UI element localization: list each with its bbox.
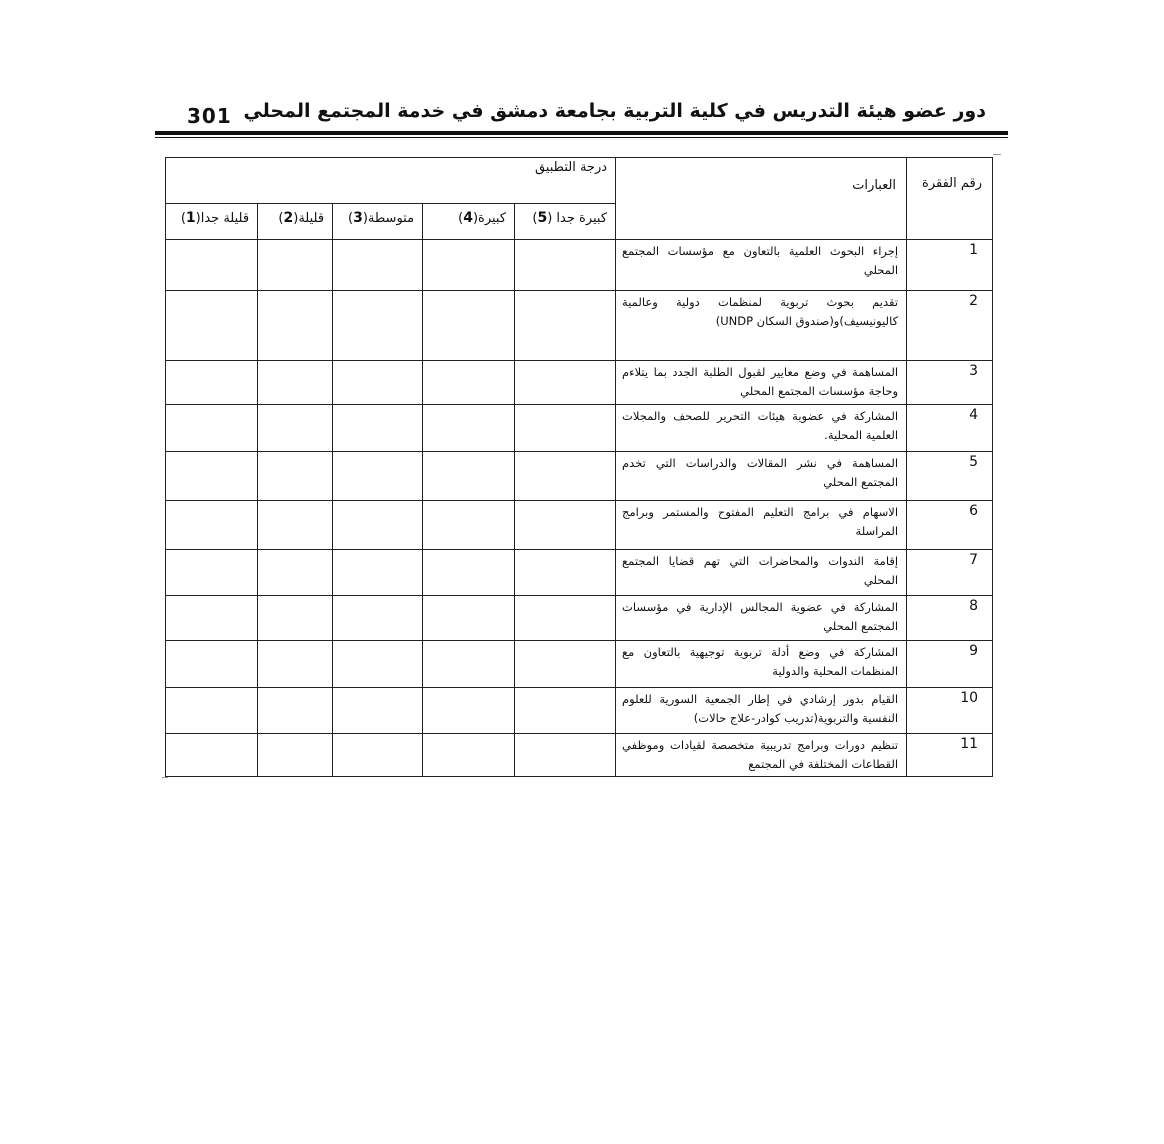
rating-cell[interactable] bbox=[258, 240, 333, 291]
rating-cell[interactable] bbox=[515, 641, 616, 688]
rating-cell[interactable] bbox=[333, 641, 423, 688]
row-statement: المشاركة في وضع أدلة تربوية توجيهية بالتعاون مع المنظمات المحلية والدولية bbox=[616, 641, 907, 688]
row-statement: القيام بدور إرشادي في إطار الجمعية السورية للعلوم النفسية والتربوية(تدريب كوادر-علاج حالات) bbox=[616, 688, 907, 734]
level-digit: 1 bbox=[185, 210, 196, 226]
row-number: 3 bbox=[907, 361, 993, 405]
level-header-5 bbox=[515, 204, 616, 240]
column-header-statement: العبارات bbox=[616, 158, 907, 240]
rating-cell[interactable] bbox=[515, 361, 616, 405]
rating-cell[interactable] bbox=[423, 688, 515, 734]
rating-cell[interactable] bbox=[333, 361, 423, 405]
rating-cell[interactable] bbox=[515, 452, 616, 501]
rating-cell[interactable] bbox=[258, 405, 333, 452]
table-row bbox=[166, 688, 993, 734]
rating-cell[interactable] bbox=[258, 596, 333, 641]
crop-mark bbox=[993, 154, 1001, 155]
table-row bbox=[166, 405, 993, 452]
rating-cell[interactable] bbox=[333, 405, 423, 452]
level-suffix: ) bbox=[458, 211, 464, 226]
level-suffix: ) bbox=[278, 211, 284, 226]
rating-cell[interactable] bbox=[166, 452, 258, 501]
table-row bbox=[166, 240, 993, 291]
rating-cell[interactable] bbox=[166, 291, 258, 361]
row-number: 9 bbox=[907, 641, 993, 688]
rating-cell[interactable] bbox=[515, 688, 616, 734]
table-body bbox=[166, 240, 993, 777]
rating-cell[interactable] bbox=[166, 596, 258, 641]
rating-cell[interactable] bbox=[333, 291, 423, 361]
rating-cell[interactable] bbox=[166, 240, 258, 291]
level-digit: 3 bbox=[353, 210, 363, 226]
rating-cell[interactable] bbox=[166, 501, 258, 550]
row-statement: المساهمة في وضع معايير لقبول الطلبة الجدد بما يتلاءم وحاجة مؤسسات المجتمع المحلي bbox=[616, 361, 907, 405]
rating-cell[interactable] bbox=[166, 688, 258, 734]
row-number: 5 bbox=[907, 452, 993, 501]
table-row bbox=[166, 361, 993, 405]
rating-cell[interactable] bbox=[258, 361, 333, 405]
rating-cell[interactable] bbox=[423, 405, 515, 452]
rating-cell[interactable] bbox=[258, 550, 333, 596]
rating-cell[interactable] bbox=[258, 291, 333, 361]
table-row bbox=[166, 501, 993, 550]
level-header-1 bbox=[166, 204, 258, 240]
row-number: 10 bbox=[907, 688, 993, 734]
column-header-number: رقم الفقرة bbox=[907, 158, 993, 240]
row-number: 11 bbox=[907, 734, 993, 777]
rating-cell[interactable] bbox=[166, 405, 258, 452]
level-suffix: ) bbox=[348, 211, 354, 226]
row-statement: تنظيم دورات وبرامج تدريبية متخصصة لقيادات وموظفي القطاعات المختلفة في المجتمع bbox=[616, 734, 907, 777]
running-title: دور عضو هيئة التدريس في كلية التربية بجامعة دمشق في خدمة المجتمع المحلي bbox=[243, 100, 986, 122]
row-number: 7 bbox=[907, 550, 993, 596]
rating-cell[interactable] bbox=[333, 734, 423, 777]
level-digit: 2 bbox=[283, 210, 294, 226]
row-statement: الاسهام في برامج التعليم المفتوح والمستمر وبرامج المراسلة bbox=[616, 501, 907, 550]
table-row bbox=[166, 291, 993, 361]
rating-cell[interactable] bbox=[166, 641, 258, 688]
rating-cell[interactable] bbox=[423, 291, 515, 361]
page-number: 301 bbox=[187, 104, 232, 128]
row-statement: إقامة الندوات والمحاضرات التي تهم قضايا المجتمع المحلي bbox=[616, 550, 907, 596]
rating-cell[interactable] bbox=[258, 734, 333, 777]
rating-cell[interactable] bbox=[333, 240, 423, 291]
row-number: 4 bbox=[907, 405, 993, 452]
level-label: قليلة( bbox=[293, 211, 325, 226]
row-number: 2 bbox=[907, 291, 993, 361]
rating-cell[interactable] bbox=[258, 641, 333, 688]
rating-cell[interactable] bbox=[333, 688, 423, 734]
rating-cell[interactable] bbox=[333, 550, 423, 596]
level-label: قليلة جدا( bbox=[195, 211, 250, 226]
level-digit: 4 bbox=[463, 210, 473, 226]
rating-cell[interactable] bbox=[423, 641, 515, 688]
rating-cell[interactable] bbox=[515, 596, 616, 641]
level-suffix: ) bbox=[532, 211, 538, 226]
rating-cell[interactable] bbox=[423, 452, 515, 501]
crop-mark bbox=[162, 777, 168, 778]
table-row bbox=[166, 641, 993, 688]
header-rule-thin bbox=[155, 137, 1008, 138]
rating-cell[interactable] bbox=[166, 361, 258, 405]
rating-cell[interactable] bbox=[258, 688, 333, 734]
header-rule-thick bbox=[155, 131, 1008, 135]
level-label: كبيرة( bbox=[472, 211, 507, 226]
survey-table bbox=[165, 157, 993, 777]
rating-cell[interactable] bbox=[423, 734, 515, 777]
rating-cell[interactable] bbox=[515, 405, 616, 452]
level-header-3 bbox=[333, 204, 423, 240]
table-row bbox=[166, 596, 993, 641]
row-statement: المشاركة في عضوية هيئات التحرير للصحف والمجلات العلمية المحلية. bbox=[616, 405, 907, 452]
table-row bbox=[166, 550, 993, 596]
rating-cell[interactable] bbox=[515, 734, 616, 777]
row-statement: تقديم بحوث تربوية لمنظمات دولية وعالمية كاليونيسيف)و(صندوق السكان UNDP) bbox=[616, 291, 907, 361]
row-number: 1 bbox=[907, 240, 993, 291]
rating-cell[interactable] bbox=[166, 550, 258, 596]
rating-cell[interactable] bbox=[515, 550, 616, 596]
table-row bbox=[166, 734, 993, 777]
rating-cell[interactable] bbox=[258, 501, 333, 550]
level-header-2 bbox=[258, 204, 333, 240]
level-label: كبيرة جدا ( bbox=[547, 211, 608, 226]
rating-cell[interactable] bbox=[423, 240, 515, 291]
row-statement: المشاركة في عضوية المجالس الإدارية في مؤسسات المجتمع المحلي bbox=[616, 596, 907, 641]
column-header-scale: درجة التطبيق bbox=[166, 158, 616, 204]
rating-cell[interactable] bbox=[423, 596, 515, 641]
row-statement: إجراء البحوث العلمية بالتعاون مع مؤسسات المجتمع المحلي bbox=[616, 240, 907, 291]
level-header-4 bbox=[423, 204, 515, 240]
page-header bbox=[155, 98, 1008, 128]
level-suffix: ) bbox=[180, 211, 186, 226]
rating-cell[interactable] bbox=[333, 501, 423, 550]
rating-cell[interactable] bbox=[423, 501, 515, 550]
rating-cell[interactable] bbox=[166, 734, 258, 777]
row-statement: المساهمة في نشر المقالات والدراسات التي تخدم المجتمع المحلي bbox=[616, 452, 907, 501]
row-number: 8 bbox=[907, 596, 993, 641]
rating-cell[interactable] bbox=[258, 452, 333, 501]
rating-cell[interactable] bbox=[423, 361, 515, 405]
rating-cell[interactable] bbox=[515, 501, 616, 550]
table-row bbox=[166, 452, 993, 501]
rating-cell[interactable] bbox=[333, 452, 423, 501]
rating-cell[interactable] bbox=[515, 291, 616, 361]
rating-cell[interactable] bbox=[423, 550, 515, 596]
rating-cell[interactable] bbox=[333, 596, 423, 641]
level-label: متوسطة( bbox=[362, 211, 415, 226]
rating-cell[interactable] bbox=[515, 240, 616, 291]
level-digit: 5 bbox=[537, 210, 548, 226]
row-number: 6 bbox=[907, 501, 993, 550]
